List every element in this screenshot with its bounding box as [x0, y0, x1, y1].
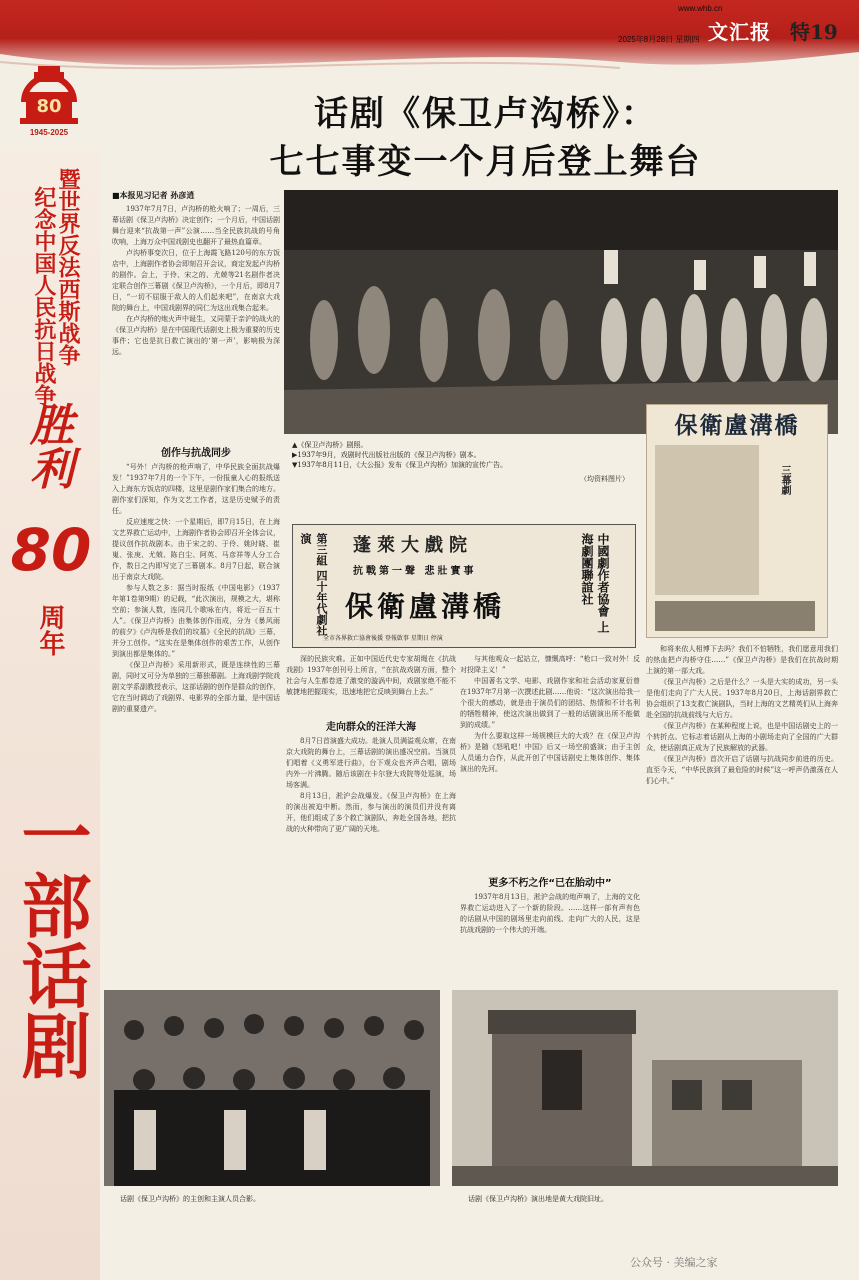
- caption-theatre: 话剧《保卫卢沟桥》演出地是黄大戏院旧址。: [468, 1195, 608, 1203]
- ad-top-text: 蓬萊大戲院: [353, 535, 473, 556]
- ad-main-text: 保衛盧溝橋: [345, 590, 506, 623]
- article-column-5: [646, 644, 838, 984]
- caption-script: ▶1937年9月，戏剧时代出版社出版的《保卫卢沟桥》剧本。: [292, 451, 481, 459]
- paragraph: 中国著名文学、电影、戏剧作家和社会活动家夏衍曾在1937年7月第一次撰述此剧……他说：“这次演出给我一个很大的感动，就是由于演员们的团结、热情和不计名利的牺牲精神，使这次演出做到了一般的话剧演出所不能做到的成绩。”: [460, 677, 640, 729]
- page-section: [790, 16, 838, 45]
- caption-main: ▲《保卫卢沟桥》剧照。: [292, 441, 368, 449]
- paragraph: “号外！卢沟桥的枪声响了，中华民族全面抗战爆发！”1937年7月的一个下午，一份报童人心的报纸送入上海东方饭店的四楼，这里是剧作家们集合的地方。剧作家们深知，作为文艺工作者，这是历史赋予的责任。: [112, 463, 280, 515]
- theatre-photo-art: [452, 990, 838, 1186]
- article-column-4b: [460, 892, 640, 988]
- subhead-2: 走向群众的汪洋大海: [326, 722, 416, 733]
- paragraph: 8月7日首演盛大成功。赴演人员满溢观众席，在南京大戏院的舞台上，三幕话剧的演出盛况空前。当演员们唱着《义勇军进行曲》，台下观众也齐声合唱，剧场内外一片沸腾。随后该剧在卡尔登大戏院等处巡演，场场客满。: [286, 737, 456, 789]
- article-column-1: [112, 204, 280, 432]
- anniversary-logo: [16, 62, 82, 136]
- band-victory: 胜利: [22, 402, 73, 490]
- ad-sub-text: 抗戰第一聲 悲壯實事: [353, 566, 477, 577]
- watermark: 公众号 · 美编之家: [630, 1256, 718, 1269]
- logo-years: 1945-2025: [29, 128, 69, 137]
- paragraph: 《保卫卢沟桥》采用新形式，既是连续性的三幕剧，同时又可分为单独的三幕独幕剧。上海戏剧学院戏剧文学系副教授表示，这部话剧的创作是群众的创作，它在当时调动了戏剧界、电影界的全部力量，是中国话剧的重要遗产。: [112, 661, 280, 713]
- paragraph: 深的民族灾难。正如中国近代史专家胡绳在《抗战戏剧》1937年创刊号上所言，“在抗战戏剧方面，整个社会与人生都卷进了激变的漩涡中间，戏剧家绝不能不敏捷地把握现实，迅速地把它反映到舞台上去。”: [286, 655, 456, 696]
- byline: ■本报见习记者 孙彦逍: [112, 191, 195, 200]
- paragraph: 《保卫卢沟桥》之后是什么？一头是大实的成功，另一头是他们走向了广大人民。1937年8月20日，上海话剧界救亡协会组织了13支救亡演剧队，当时上海的文艺精英们从上海奔赴全国的抗战前线与大后方。: [646, 678, 838, 719]
- paragraph: 反应速度之快：一个星期后，即7月15日，在上海文艺界救亡运动中，上海剧作者协会即召开全体会议，提议创作抗战剧本。由于宋之的、于伶、姚时晓、崔嵬、张庚、尤兢、陈白尘、阿英、马彦祥等人分工合作，数日之内即写完了三幕剧本。8月7日起，联合演出于南京大戏院。: [112, 518, 280, 581]
- paragraph: 与其他观众一起站立，慷慨高呼：“枪口一致对外！反对投降主义！”: [460, 655, 640, 674]
- article-column-4: [460, 654, 640, 870]
- paragraph: 为什么要取这样一场规模巨大的大戏？在《保卫卢沟桥》是随《怒吼吧！中国》后又一场空前盛演；由于主创人员通力合作，从此开创了中国话剧史上集体创作、集体演出的先河。: [460, 732, 640, 773]
- group-photo: [104, 990, 440, 1186]
- article-column-2: [112, 462, 280, 986]
- stage-photo-art: [284, 190, 838, 434]
- poster-title: 保衛盧溝橋: [674, 412, 800, 439]
- paragraph: 1937年8月13日，淞沪会战的炮声响了，上海的文化界救亡运动进入了一个新的阶段。……这样一部有声有色的话剧从中国的剧场里走向前线、走向广大的人民，这是抗战戏剧的一个伟大的开端。: [460, 893, 640, 934]
- paragraph: 8月13日，淞沪会战爆发。《保卫卢沟桥》在上海的演出被迫中断。然而，参与演出的演员们并没有离开，他们组成了多个救亡演剧队，奔赴全国各地，把抗战的火种带向了更广阔的天地。: [286, 792, 456, 833]
- paragraph: 在卢沟桥的炮火声中诞生，又同蒙于亲沪的战火的《保卫卢沟桥》是在中国现代话剧史上极为重要的历史事件；它也是抗日救亡演出的‘第一声’，影响极为深远。: [112, 315, 280, 356]
- ad-right-text: 中國劇作者協會 上海劇團聯誼社: [580, 533, 610, 634]
- article-column-3b: [286, 736, 456, 990]
- poster-picture: [655, 445, 759, 595]
- caption-ad: ▼1937年8月11日，《大公报》发布《保卫卢沟桥》加演的宣传广告。: [292, 461, 508, 469]
- script-book-photo: [646, 404, 828, 638]
- paragraph: 卢沟桥事变次日，位于上海霞飞路120号的东方饭店中，上海剧作者协会即刻召开会议，商定发起卢沟桥的剧作。会上，于伶、宋之的、尤兢等21名剧作者决定联合创作三幕剧《保卫卢沟桥》，一个月后，即8月7日，“一切不屈服于敌人的人们起来吧”，在南京大戏院的舞台上，中国戏剧界的同仁为这出戏集合起来。: [112, 249, 280, 312]
- section-label: 特: [790, 20, 810, 44]
- logo-number: 80: [36, 96, 62, 117]
- headline-line-2: 七七事变一个月后登上舞台: [269, 142, 702, 182]
- main-stage-photo: [284, 190, 838, 434]
- page-number: 19: [810, 20, 838, 44]
- ad-bottom-text: 全市各界救亡協會後援 登報啟事 星期日 停演: [323, 635, 443, 642]
- band-line-1: 暨世界反法西斯战争: [55, 168, 81, 366]
- paragraph: 《保卫卢沟桥》首次开启了话剧与抗战同步前进的历史。直至今天，“中华民族到了最危险的时候”这一呼声仍激荡在人们心中。”: [646, 755, 838, 785]
- subhead-3: 更多不朽之作“已在胎动中”: [488, 878, 612, 889]
- issue-date: 2025年8月28日 星期四: [618, 35, 700, 44]
- band-line-2: 纪念中国人民抗日战争: [31, 186, 57, 406]
- subhead-1: 创作与抗战同步: [161, 448, 231, 459]
- paragraph: 和将来依人相博下去吗？我们不怕牺牲，我们愿意用我们的热血把卢沟桥守住……”《保卫卢沟桥》是我们在抗战时期上演的第一部大戏。: [646, 645, 838, 675]
- paragraph: 《保卫卢沟桥》在某种程度上说，也是中国话剧史上的一个转折点。它标志着话剧从上海的小剧场走向了全国的广大群众，使话剧真正成为了民族解放的武器。: [646, 722, 838, 752]
- band-anniversary: 周年: [35, 604, 65, 656]
- theatre-photo: [452, 990, 838, 1186]
- poster-base: [655, 601, 815, 631]
- band-series-title: 一部话剧: [10, 800, 93, 1080]
- banner-wave: [0, 44, 859, 84]
- caption-credit: （均资料图片）: [580, 475, 629, 483]
- headline-line-1: 话剧《保卫卢沟桥》：: [314, 94, 657, 134]
- site-url: www.whb.cn: [678, 4, 723, 13]
- paper-name: 文汇报: [708, 20, 771, 44]
- paragraph: 1937年7月7日，卢沟桥的枪火响了；一周后，三幕话剧《保卫卢沟桥》决定创作；一个月后，中国话剧舞台迎来“抗战第一声”公演……当全民族抗战的号角吹响，上海万众中国戏剧史也翻开了最热血篇章。: [112, 205, 280, 246]
- paragraph: 参与人数之多：据当时报纸《中国电影》（1937年第1卷第9期）的记载，“此次演出，规模之大，堪称空前；参演人数，连同几个歌咏在内，将近一百五十人”。《保卫卢沟桥》由集体创作而成，分为《暴风雨的前夕》《卢沟桥是我们的坟墓》《全民的抗战》三幕，并分工创作。“这实在是集体创作的艰苦工作，从创作到演出都是集体的。”: [112, 584, 280, 658]
- caption-group: 话剧《保卫卢沟桥》的主创和主演人员合影。: [120, 1195, 260, 1203]
- ad-left-text: 第三組 四十年代劇社演: [299, 533, 328, 636]
- article-column-3: [286, 654, 456, 714]
- newspaper-ad: [292, 524, 636, 648]
- poster-subtitle: 三幕劇: [779, 465, 790, 495]
- group-photo-art: [104, 990, 440, 1186]
- band-eighty: 80: [10, 516, 92, 584]
